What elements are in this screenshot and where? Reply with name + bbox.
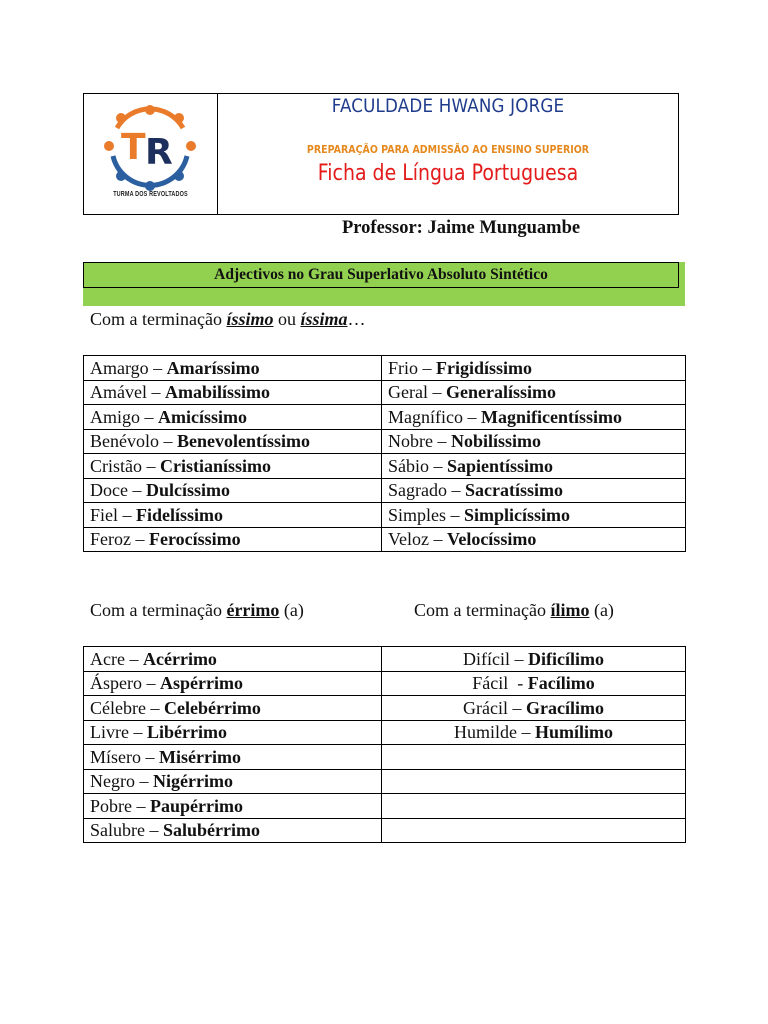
base-word: Cristão xyxy=(90,455,142,476)
adjective-cell: Magnífico – Magnificentíssimo xyxy=(382,405,686,430)
base-word: Nobre xyxy=(388,431,433,452)
table-row xyxy=(84,720,686,745)
professor-name: Professor: Jaime Munguambe xyxy=(342,218,581,238)
superlative-word: Gracílimo xyxy=(526,697,604,718)
adjective-cell: Cristão – Cristianíssimo xyxy=(84,454,382,479)
table-row xyxy=(84,405,686,430)
adjective-cell xyxy=(382,818,686,843)
turma-dos-revoltados-logo xyxy=(103,104,198,192)
adjective-cell: Salubre – Salubérrimo xyxy=(84,818,382,843)
school-name: FACULDADE HWANG JORGE xyxy=(331,95,565,117)
base-word: Salubre xyxy=(90,820,145,841)
superlative-word: Simplicíssimo xyxy=(464,504,571,525)
label-prefix: Com a terminação xyxy=(414,600,551,620)
base-word: Amável xyxy=(90,382,147,403)
title-cell xyxy=(218,94,678,214)
adjective-cell: Mísero – Misérrimo xyxy=(84,745,382,770)
ending-errimo: érrimo xyxy=(226,600,280,620)
adjective-cell xyxy=(382,696,686,721)
header-box xyxy=(83,93,679,215)
base-word: Fiel xyxy=(90,504,119,525)
base-word: Benévolo xyxy=(90,431,159,452)
ending-issimo: íssimo xyxy=(226,309,274,329)
logo-cell xyxy=(84,94,218,214)
base-word: Difícil xyxy=(463,648,510,669)
superlative-word: Dulcíssimo xyxy=(145,480,230,501)
adjective-cell xyxy=(382,720,686,745)
superlative-word: Frigidíssimo xyxy=(436,357,533,378)
table-row xyxy=(84,671,686,696)
table-row xyxy=(84,794,686,819)
intro-prefix: Com a terminação xyxy=(90,309,227,329)
base-word: Sagrado xyxy=(388,480,447,501)
label-suffix: (a) xyxy=(589,600,614,620)
base-word: Célebre xyxy=(90,697,146,718)
base-word: Feroz xyxy=(90,529,131,550)
separator: – xyxy=(510,648,528,669)
adjective-cell: Geral – Generalíssimo xyxy=(382,380,686,405)
adjective-cell xyxy=(382,647,686,672)
table-row xyxy=(84,429,686,454)
adjective-cell: Feroz – Ferocíssimo xyxy=(84,527,382,552)
superlative-word: Humílimo xyxy=(534,722,613,743)
superlative-word: Generalíssimo xyxy=(445,382,556,403)
base-word: Negro xyxy=(90,771,135,792)
superlative-word: Amaríssimo xyxy=(166,357,260,378)
base-word: Fácil xyxy=(472,673,509,694)
superlative-word: Amabilíssimo xyxy=(164,382,270,403)
superlative-word: Dificílimo xyxy=(528,648,604,669)
ending-issima: íssima xyxy=(300,309,348,329)
superlative-word: Salubérrimo xyxy=(162,820,260,841)
base-word: Áspero xyxy=(90,673,142,694)
table-row xyxy=(84,527,686,552)
adjective-cell xyxy=(382,769,686,794)
base-word: Frio xyxy=(388,357,419,378)
base-word: Sábio xyxy=(388,455,430,476)
errimo-label xyxy=(90,600,304,621)
issimo-table xyxy=(83,355,686,552)
logo-monogram-t: T xyxy=(121,127,146,168)
adjective-cell xyxy=(382,794,686,819)
adjective-cell: Frio – Frigidíssimo xyxy=(382,356,686,381)
table-row xyxy=(84,647,686,672)
base-word: Mísero xyxy=(90,746,141,767)
adjective-cell: Áspero – Aspérrimo xyxy=(84,671,382,696)
logo-monogram-r: R xyxy=(145,132,173,173)
base-word: Amigo xyxy=(90,406,141,427)
base-word: Veloz xyxy=(388,529,429,550)
superlative-word: Magnificentíssimo xyxy=(480,406,622,427)
base-word: Pobre xyxy=(90,795,132,816)
adjective-cell: Negro – Nigérrimo xyxy=(84,769,382,794)
adjective-cell: Doce – Dulcíssimo xyxy=(84,478,382,503)
superlative-word: Celebérrimo xyxy=(163,697,261,718)
intro-suffix: … xyxy=(347,309,366,329)
adjective-cell: Acre – Acérrimo xyxy=(84,647,382,672)
base-word: Humilde xyxy=(453,722,517,743)
label-prefix: Com a terminação xyxy=(90,600,227,620)
adjective-cell: Simples – Simplicíssimo xyxy=(382,503,686,528)
issimo-intro xyxy=(90,309,365,330)
superlative-word: Facílimo xyxy=(527,673,595,694)
label-suffix: (a) xyxy=(279,600,304,620)
program-name: PREPARAÇÃO PARA ADMISSÃO AO ENSINO SUPERIOR xyxy=(306,143,590,156)
separator: – xyxy=(508,697,526,718)
adjective-cell: Amável – Amabilíssimo xyxy=(84,380,382,405)
intro-connector: ou xyxy=(273,309,301,329)
superlative-word: Fidelíssimo xyxy=(136,504,224,525)
adjective-cell: Veloz – Velocíssimo xyxy=(382,527,686,552)
adjective-cell: Nobre – Nobilíssimo xyxy=(382,429,686,454)
superlative-word: Amicíssimo xyxy=(158,406,248,427)
superlative-word: Velocíssimo xyxy=(446,529,537,550)
superlative-word: Cristianíssimo xyxy=(160,455,272,476)
superlative-word: Nigérrimo xyxy=(152,771,233,792)
adjective-cell: Amargo – Amaríssimo xyxy=(84,356,382,381)
base-word: Magnífico xyxy=(388,406,463,427)
adjective-cell xyxy=(382,745,686,770)
table-row xyxy=(84,356,686,381)
table-row xyxy=(84,696,686,721)
superlative-word: Acérrimo xyxy=(142,648,217,669)
table-row xyxy=(84,503,686,528)
adjective-cell: Sábio – Sapientíssimo xyxy=(382,454,686,479)
superlative-word: Libérrimo xyxy=(146,722,227,743)
table-row xyxy=(84,478,686,503)
table-row xyxy=(84,454,686,479)
ilimo-label xyxy=(414,600,614,621)
table-row xyxy=(84,769,686,794)
adjective-cell xyxy=(382,671,686,696)
superlative-word: Ferocíssimo xyxy=(148,529,241,550)
sheet-title: Ficha de Língua Portuguesa xyxy=(317,161,579,186)
base-word: Livre xyxy=(90,722,129,743)
adjective-cell: Benévolo – Benevolentíssimo xyxy=(84,429,382,454)
base-word: Grácil xyxy=(463,697,508,718)
table-row xyxy=(84,745,686,770)
logo-caption: TURMA DOS REVOLTADOS xyxy=(113,191,188,198)
base-word: Simples xyxy=(388,504,447,525)
superlative-word: Paupérrimo xyxy=(150,795,243,816)
adjective-cell: Amigo – Amicíssimo xyxy=(84,405,382,430)
table-row xyxy=(84,380,686,405)
errimo-ilimo-table xyxy=(83,646,686,843)
superlative-word: Aspérrimo xyxy=(160,673,243,694)
ending-ilimo: ílimo xyxy=(550,600,590,620)
separator: - xyxy=(508,673,528,694)
table-row xyxy=(84,818,686,843)
superlative-word: Misérrimo xyxy=(159,746,241,767)
adjective-cell: Célebre – Celebérrimo xyxy=(84,696,382,721)
base-word: Doce xyxy=(90,480,128,501)
superlative-word: Benevolentíssimo xyxy=(177,431,310,452)
section-title: Adjectivos no Grau Superlativo Absoluto Sintético xyxy=(83,262,679,288)
adjective-cell: Sagrado – Sacratíssimo xyxy=(382,478,686,503)
superlative-word: Sacratíssimo xyxy=(464,480,563,501)
separator: – xyxy=(516,722,535,743)
superlative-word: Nobilíssimo xyxy=(450,431,542,452)
adjective-cell: Livre – Libérrimo xyxy=(84,720,382,745)
base-word: Amargo xyxy=(90,357,149,378)
adjective-cell: Fiel – Fidelíssimo xyxy=(84,503,382,528)
superlative-word: Sapientíssimo xyxy=(447,455,554,476)
base-word: Geral xyxy=(388,382,428,403)
adjective-cell: Pobre – Paupérrimo xyxy=(84,794,382,819)
base-word: Acre xyxy=(90,648,125,669)
